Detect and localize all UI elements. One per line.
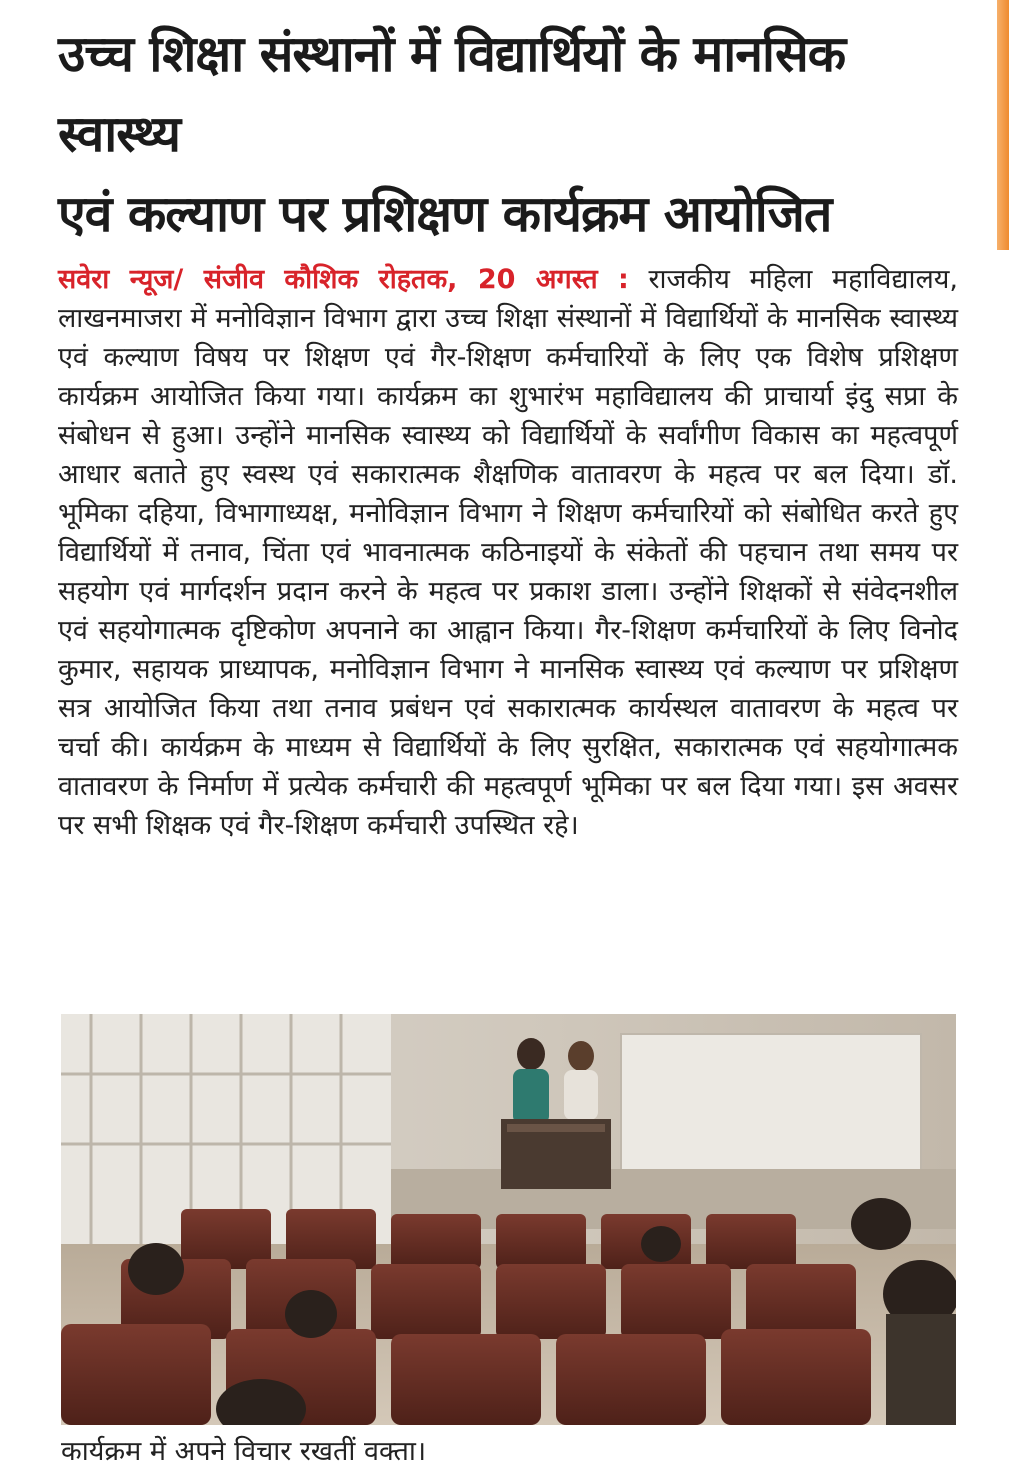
event-photo-illustration bbox=[61, 1014, 956, 1425]
news-article bbox=[58, 14, 958, 845]
event-photo bbox=[61, 1014, 956, 1425]
headline-line-2: एवं कल्याण पर प्रशिक्षण कार्यक्रम आयोजित bbox=[58, 185, 832, 243]
headline-line-1: उच्च शिक्षा संस्थानों में विद्यार्थियों के मानसिक स्वास्थ्य bbox=[58, 25, 846, 163]
headline bbox=[58, 14, 958, 254]
article-body-text: राजकीय महिला महाविद्यालय, लाखनमाजरा में मनोविज्ञान विभाग द्वारा उच्च शिक्षा संस्थानों में विद्यार्थियों के मानसिक स्वास्थ्य एवं कल्याण विषय पर शिक्षण एवं गैर-शिक्षण कर्मचारियों के लिए एक विशेष प्रशिक्षण कार्यक्रम आयोजित किया गया। कार्यक्रम का शुभारंभ महाविद्यालय की प्राचार्या इंदु सप्रा के संबोधन से हुआ। उन्होंने मानसिक स्वास्थ्य को विद्यार्थियों के सर्वांगीण विकास का महत्वपूर्ण आधार बताते हुए स्वस्थ एवं सकारात्मक शैक्षणिक वातावरण के महत्व पर बल दिया। डॉ. भूमिका दहिया, विभागाध्यक्ष, मनोविज्ञान विभाग ने शिक्षण कर्मचारियों को संबोधित करते हुए विद्यार्थियों में तनाव, चिंता एवं भावनात्मक कठिनाइयों के संकेतों की पहचान तथा समय पर सहयोग एवं मार्गदर्शन प्रदान करने के महत्व पर प्रकाश डाला। उन्होंने शिक्षकों से संवेदनशील एवं सहयोगात्मक दृष्टिकोण अपनाने का आह्वान किया। गैर-शिक्षण कर्मचारियों के लिए विनोद कुमार, सहायक प्राध्यापक, मनोविज्ञान विभाग ने मानसिक स्वास्थ्य एवं कल्याण पर प्रशिक्षण सत्र आयोजित किया तथा तनाव प्रबंधन एवं सकारात्मक कार्यस्थल वातावरण के महत्व पर चर्चा की। कार्यक्रम के माध्यम से विद्यार्थियों के लिए सुरक्षित, सकारात्मक एवं सहयोगात्मक वातावरण के निर्माण में प्रत्येक कर्मचारी की महत्वपूर्ण भूमिका पर बल दिया गया। इस अवसर पर सभी शिक्षक एवं गैर-शिक्षण कर्मचारी उपस्थित रहे। bbox=[58, 264, 958, 841]
byline: सवेरा न्यूज/ संजीव कौशिक रोहतक, 20 अगस्त : bbox=[58, 264, 629, 295]
photo-caption: कार्यक्रम में अपने विचार रखतीं वक्ता। bbox=[61, 1436, 427, 1467]
article-body bbox=[58, 260, 958, 845]
page-edge-strip bbox=[997, 0, 1009, 250]
